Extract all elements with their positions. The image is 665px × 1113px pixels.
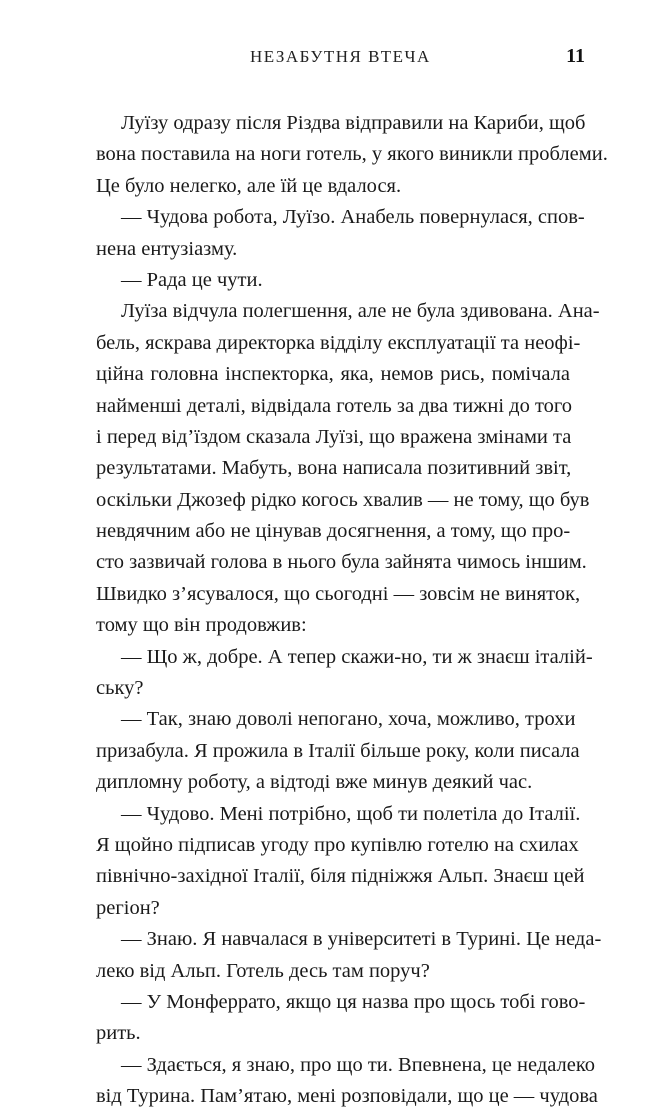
text-line: — У Монферрато, якщо ця назва про щось тобі гово-: [121, 990, 586, 1013]
text-line: північно-західної Італії, біля підніжжя Альп. Знаєш цей: [96, 865, 585, 888]
text-line: — Рада це чути.: [121, 268, 263, 291]
text-line: від Турина. Пам’ятаю, мені розповідали, що це — чудова: [96, 1085, 598, 1108]
text-line: — Чудова робота, Луїзо. Анабель повернулася, спов-: [121, 206, 585, 229]
text-line: Луїзу одразу після Різдва відправили на Кариби, щоб: [121, 112, 586, 134]
text-line: — Що ж, добре. А тепер скажи-но, ти ж знаєш італій-: [121, 645, 593, 668]
text-line: оскільки Джозеф рідко когось хвалив — не тому, що був: [96, 488, 590, 511]
text-line: вона поставила на ноги готель, у якого виникли проблеми.: [96, 143, 608, 166]
text-line: призабула. Я прожила в Італії більше року, коли писала: [96, 739, 580, 762]
text-line: — Знаю. Я навчалася в університеті в Турині. Це неда-: [121, 928, 602, 951]
text-line: ську?: [96, 677, 144, 700]
text-line: сто зазвичай голова в нього була зайнята чимось іншим.: [96, 551, 587, 574]
text-line: дипломну роботу, а відтоді вже минув деякий час.: [96, 771, 533, 794]
text-line: найменші деталі, відвідала готель за два тижні до того: [96, 394, 573, 417]
text-line: — Здається, я знаю, про що ти. Впевнена, це недалеко: [121, 1053, 596, 1076]
page-number: 11: [566, 45, 585, 67]
text-line: Я щойно підписав угоду про купівлю готелю на схилах: [96, 833, 579, 856]
text-line: ційна головна інспекторка, яка, немов рись, помічала: [96, 363, 570, 386]
text-line: Луїза відчула полегшення, але не була здивована. Ана-: [121, 300, 600, 323]
text-line: Швидко з’ясувалося, що сьогодні — зовсім не виняток,: [96, 582, 581, 605]
text-line: — Чудово. Мені потрібно, щоб ти полетіла до Італії.: [121, 802, 581, 825]
text-line: бель, яскрава директорка відділу експлуатації та неофі-: [96, 331, 581, 354]
body-text: [96, 108, 608, 1113]
running-title: НЕЗАБУТНЯ ВТЕЧА: [250, 47, 431, 66]
text-line: — Так, знаю доволі непогано, хоча, можливо, трохи: [121, 708, 576, 731]
text-line: результатами. Мабуть, вона написала позитивний звіт,: [96, 457, 572, 480]
text-line: регіон?: [96, 896, 160, 919]
text-line: невдячним або не цінував досягнення, а тому, що про-: [96, 520, 571, 543]
text-line: Це було нелегко, але їй це вдалося.: [96, 174, 402, 197]
text-line: тому що він продовжив:: [96, 614, 307, 637]
text-line: леко від Альп. Готель десь там поруч?: [96, 959, 430, 982]
text-line: нена ентузіазму.: [96, 237, 238, 260]
text-line: рить.: [96, 1022, 141, 1045]
text-line: і перед від’їздом сказала Луїзі, що вражена змінами та: [96, 425, 572, 448]
